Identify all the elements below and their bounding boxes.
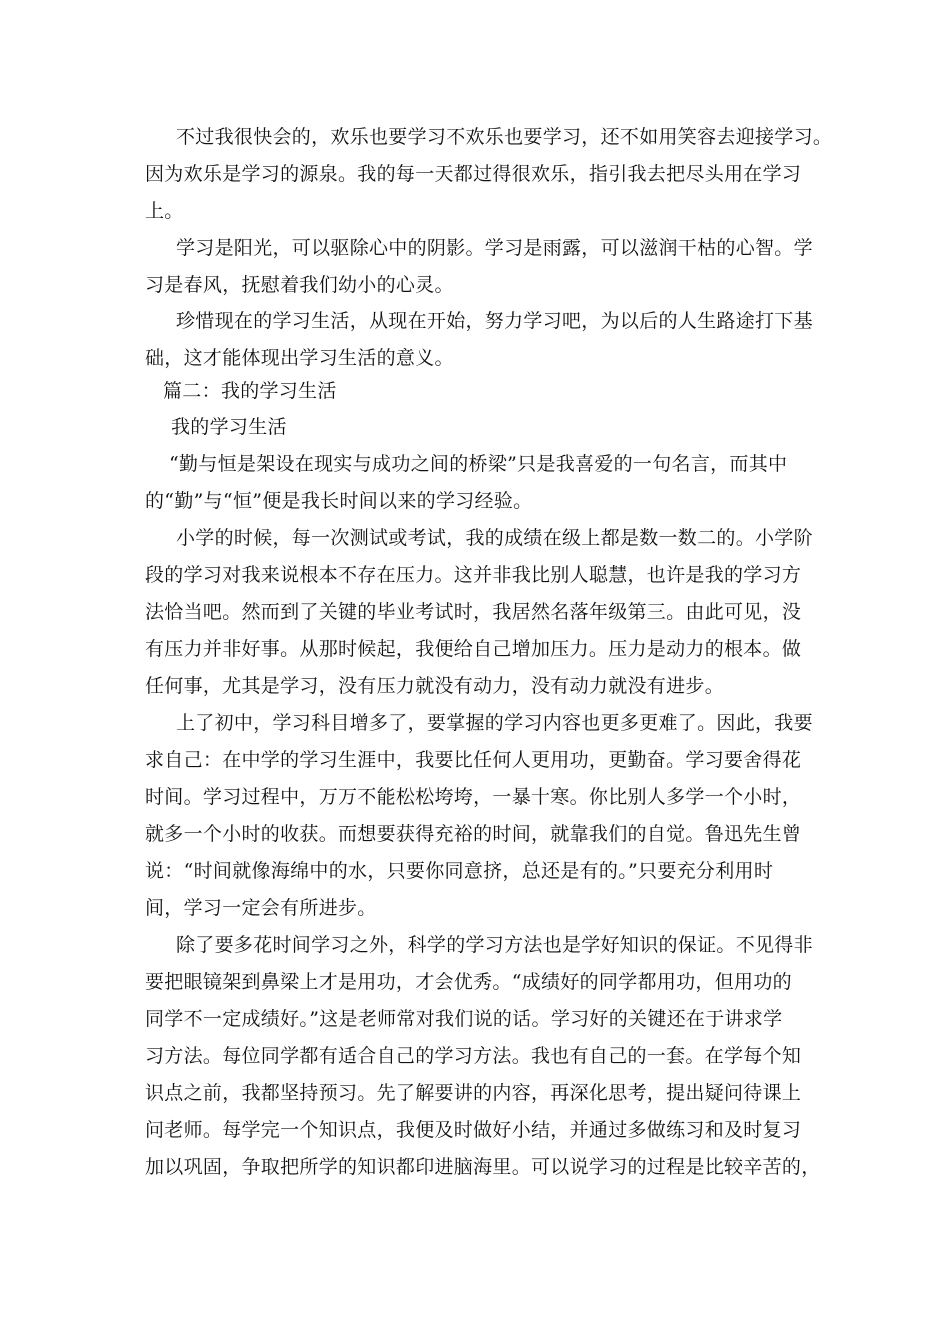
text-line: 上。: [145, 200, 184, 222]
text-line: 小学的时候，每一次测试或考试，我的成绩在级上都是数一数二的。小学阶: [176, 527, 813, 549]
text-line: 就多一个小时的收获。而想要获得充裕的时间，就靠我们的自觉。鲁迅先生曾: [145, 823, 802, 845]
text-line: 说：“时间就像海绵中的水，只要你同意挤，总还是有的。”只要充分利用时: [145, 860, 774, 882]
text-line: 础，这才能体现出学习生活的意义。: [145, 347, 454, 369]
text-line: 识点之前，我都坚持预习。先了解要讲的内容，再深化思考，提出疑问待课上: [145, 1082, 802, 1104]
text-line: 时间。学习过程中，万万不能松松垮垮，一暴十寒。你比别人多学一个小时，: [145, 786, 802, 808]
text-line: 上了初中，学习科目增多了，要掌握的学习内容也更多更难了。因此，我要: [176, 712, 813, 734]
text-line: 求自己：在中学的学习生涯中，我要比任何人更用功，更勤奋。学习要舍得花: [145, 749, 802, 771]
text-line: 要把眼镜架到鼻梁上才是用功，才会优秀。“成绩好的同学都用功，但用功的: [145, 971, 792, 993]
text-line: 法恰当吧。然而到了关键的毕业考试时，我居然名落年级第三。由此可见，没: [145, 601, 802, 623]
section-heading: 篇二：我的学习生活: [163, 380, 337, 402]
text-line: 有压力并非好事。从那时候起，我便给自己增加压力。压力是动力的根本。做: [145, 638, 802, 660]
text-line: “勤与恒是架设在现实与成功之间的桥梁”只是我喜爱的一句名言，而其中: [169, 453, 788, 475]
text-line: 同学不一定成绩好。”这是老师常对我们说的话。学习好的关键还在于讲求学: [145, 1008, 783, 1030]
article-title: 我的学习生活: [171, 416, 287, 438]
text-line: 珍惜现在的学习生活，从现在开始，努力学习吧，为以后的人生路途打下基: [176, 310, 813, 332]
text-line: 习方法。每位同学都有适合自己的学习方法。我也有自己的一套。在学每个知: [145, 1045, 802, 1067]
text-line: 任何事，尤其是学习，没有压力就没有动力，没有动力就没有进步。: [145, 675, 725, 697]
text-line: 的“勤”与“恒”便是我长时间以来的学习经验。: [145, 490, 533, 512]
text-line: 间，学习一定会有所进步。: [145, 897, 377, 919]
text-line: 段的学习对我来说根本不存在压力。这并非我比别人聪慧，也许是我的学习方: [145, 564, 802, 586]
text-line: 学习是阳光，可以驱除心中的阴影。学习是雨露，可以滋润干枯的心智。学: [176, 237, 813, 259]
text-line: 因为欢乐是学习的源泉。我的每一天都过得很欢乐，指引我去把尽头用在学习: [145, 163, 802, 185]
text-line: 习是春风，抚慰着我们幼小的心灵。: [145, 274, 454, 296]
text-line: 问老师。每学完一个知识点，我便及时做好小结，并通过多做练习和及时复习: [145, 1119, 802, 1141]
text-line: 加以巩固，争取把所学的知识都印进脑海里。可以说学习的过程是比较辛苦的，: [145, 1156, 821, 1178]
text-line: 不过我很快会的，欢乐也要学习不欢乐也要学习，还不如用笑容去迎接学习。: [176, 126, 833, 148]
text-line: 除了要多花时间学习之外，科学的学习方法也是学好知识的保证。不见得非: [176, 934, 813, 956]
